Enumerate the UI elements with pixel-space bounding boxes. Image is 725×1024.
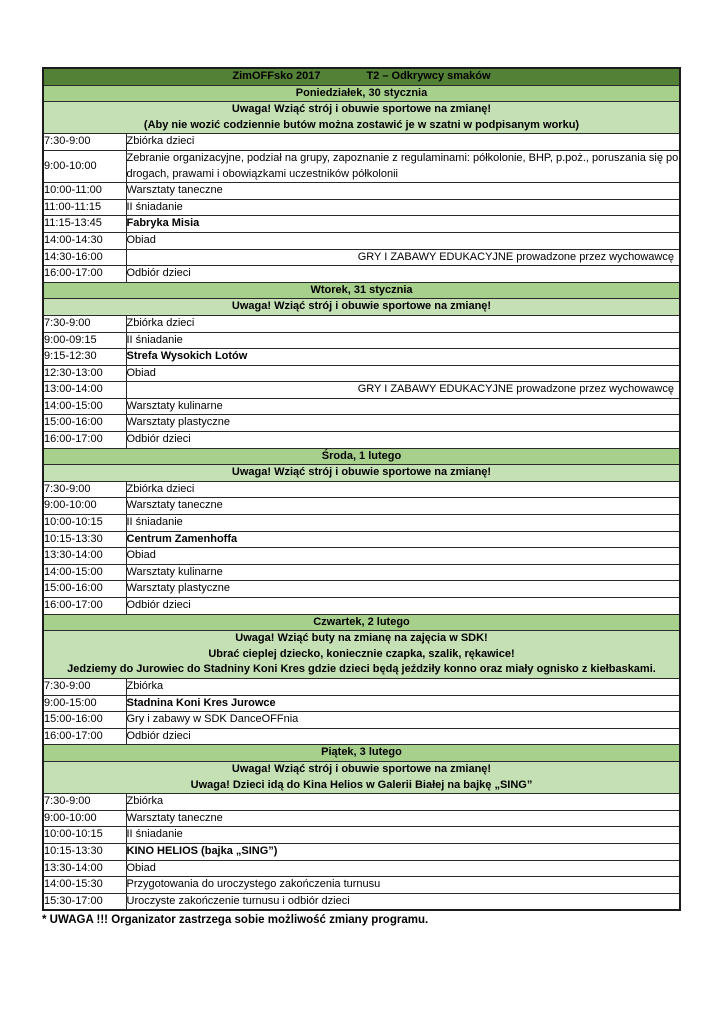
schedule-title-group: T2 – Odkrywcy smaków [366, 70, 491, 82]
activity-cell: Odbiór dzieci [126, 266, 680, 283]
activity-cell: Odbiór dzieci [126, 598, 680, 615]
activity-cell: Warsztaty plastyczne [126, 581, 680, 598]
activity-row [43, 598, 680, 615]
day-note-row [43, 102, 680, 134]
time-cell: 13:30-14:00 [43, 860, 126, 877]
activity-cell: Obiad [126, 365, 680, 382]
note-line: (Aby nie wozić codziennie butów można zostawić je w szatni w podpisanym worku) [143, 118, 580, 131]
activity-cell: Warsztaty taneczne [126, 498, 680, 515]
activity-cell: GRY I ZABAWY EDUKACYJNE prowadzone przez wychowawcę [126, 382, 680, 399]
time-cell: 9:00-10:00 [43, 150, 126, 182]
activity-cell: Strefa Wysokich Lotów [126, 349, 680, 366]
activity-cell: Odbiór dzieci [126, 728, 680, 745]
activity-row [43, 564, 680, 581]
activity-cell: Uroczyste zakończenie turnusu i odbiór dzieci [126, 893, 680, 910]
time-cell: 9:00-09:15 [43, 332, 126, 349]
day-header-row [43, 85, 680, 102]
activity-row [43, 794, 680, 811]
note-line: Uwaga! Wziąć strój i obuwie sportowe na zmianę! [231, 466, 492, 479]
day-header: Poniedziałek, 30 stycznia [43, 85, 680, 102]
activity-cell: Warsztaty taneczne [126, 183, 680, 200]
time-cell: 10:15-13:30 [43, 843, 126, 860]
day-header-row [43, 448, 680, 465]
time-cell: 7:30-9:00 [43, 678, 126, 695]
day-header-row [43, 282, 680, 299]
activity-row [43, 432, 680, 449]
time-cell: 10:15-13:30 [43, 531, 126, 548]
activity-row [43, 843, 680, 860]
program-change-disclaimer: * UWAGA !!! Organizator zastrzega sobie możliwość zmiany programu. [42, 914, 429, 926]
day-note-row [43, 631, 680, 679]
time-cell: 13:00-14:00 [43, 382, 126, 399]
day-header-row [43, 745, 680, 762]
time-cell: 14:00-15:00 [43, 564, 126, 581]
activity-row [43, 134, 680, 151]
time-cell: 13:30-14:00 [43, 548, 126, 565]
note-line: Uwaga! Wziąć strój i obuwie sportowe na zmianę! [231, 103, 492, 116]
time-cell: 10:00-11:00 [43, 183, 126, 200]
time-cell: 16:00-17:00 [43, 266, 126, 283]
activity-row [43, 398, 680, 415]
activity-cell: Przygotowania do uroczystego zakończenia turnusu [126, 877, 680, 894]
activity-cell: II śniadanie [126, 199, 680, 216]
activity-cell: KINO HELIOS (bajka „SING”) [126, 843, 680, 860]
activity-row [43, 877, 680, 894]
activity-cell: Odbiór dzieci [126, 432, 680, 449]
activity-row [43, 860, 680, 877]
time-cell: 16:00-17:00 [43, 432, 126, 449]
time-cell: 16:00-17:00 [43, 728, 126, 745]
activity-cell: Warsztaty kulinarne [126, 564, 680, 581]
schedule-title-program: ZimOFFsko 2017 [232, 70, 321, 82]
time-cell: 16:00-17:00 [43, 598, 126, 615]
activity-cell: II śniadanie [126, 827, 680, 844]
day-notes [43, 299, 680, 316]
note-line: Uwaga! Dzieci idą do Kina Helios w Galerii Białej na bajkę „SING” [190, 778, 533, 791]
activity-cell: Stadnina Koni Kres Jurowce [126, 695, 680, 712]
activity-cell: II śniadanie [126, 332, 680, 349]
day-note-row [43, 761, 680, 793]
activity-cell: Obiad [126, 548, 680, 565]
activity-row [43, 728, 680, 745]
note-line: Uwaga! Wziąć strój i obuwie sportowe na zmianę! [231, 300, 492, 313]
activity-row [43, 810, 680, 827]
activity-cell: Centrum Zamenhoffa [126, 531, 680, 548]
schedule-table-body [43, 68, 680, 910]
schedule-title [43, 68, 680, 85]
activity-cell: Warsztaty plastyczne [126, 415, 680, 432]
time-cell: 9:00-10:00 [43, 810, 126, 827]
time-cell: 9:15-12:30 [43, 349, 126, 366]
activity-cell: Obiad [126, 860, 680, 877]
time-cell: 15:00-16:00 [43, 415, 126, 432]
day-notes [43, 102, 680, 134]
activity-row [43, 893, 680, 910]
activity-row [43, 332, 680, 349]
activity-row [43, 415, 680, 432]
note-line: Uwaga! Wziąć strój i obuwie sportowe na zmianę! [231, 762, 492, 775]
time-cell: 15:30-17:00 [43, 893, 126, 910]
day-notes [43, 631, 680, 679]
day-header: Wtorek, 31 stycznia [43, 282, 680, 299]
activity-row [43, 382, 680, 399]
activity-cell: Obiad [126, 232, 680, 249]
activity-cell: Warsztaty kulinarne [126, 398, 680, 415]
activity-row [43, 515, 680, 532]
time-cell: 9:00-15:00 [43, 695, 126, 712]
time-cell: 15:00-16:00 [43, 581, 126, 598]
time-cell: 14:00-15:00 [43, 398, 126, 415]
activity-row [43, 199, 680, 216]
activity-row [43, 498, 680, 515]
activity-cell: Zbiórka dzieci [126, 134, 680, 151]
activity-cell: Zebranie organizacyjne, podział na grupy, zapoznanie z regulaminami: półkolonie, BHP, p.poż., poruszania się po drogach, prawami i obowiązkami uczestników półkolonii [126, 150, 680, 182]
time-cell: 15:00-16:00 [43, 712, 126, 729]
activity-row [43, 150, 680, 182]
activity-cell: Fabryka Misia [126, 216, 680, 233]
activity-cell: Zbiórka dzieci [126, 481, 680, 498]
schedule-table [42, 67, 681, 911]
time-cell: 7:30-9:00 [43, 315, 126, 332]
activity-row [43, 481, 680, 498]
activity-row [43, 712, 680, 729]
activity-row [43, 695, 680, 712]
activity-row [43, 266, 680, 283]
day-header-row [43, 614, 680, 631]
activity-row [43, 827, 680, 844]
activity-cell: Gry i zabawy w SDK DanceOFFnia [126, 712, 680, 729]
activity-cell: Warsztaty taneczne [126, 810, 680, 827]
day-note-row [43, 299, 680, 316]
activity-row [43, 678, 680, 695]
day-header: Środa, 1 lutego [43, 448, 680, 465]
note-line: Uwaga! Wziąć buty na zmianę na zajęcia w SDK! [235, 632, 488, 645]
day-notes [43, 761, 680, 793]
day-notes [43, 465, 680, 482]
title-row [43, 68, 680, 85]
day-header: Czwartek, 2 lutego [43, 614, 680, 631]
time-cell: 11:00-11:15 [43, 199, 126, 216]
time-cell: 7:30-9:00 [43, 134, 126, 151]
activity-row [43, 183, 680, 200]
activity-row [43, 548, 680, 565]
activity-row [43, 216, 680, 233]
day-note-row [43, 465, 680, 482]
time-cell: 14:30-16:00 [43, 249, 126, 266]
time-cell: 14:00-14:30 [43, 232, 126, 249]
activity-cell: Zbiórka dzieci [126, 315, 680, 332]
time-cell: 10:00-10:15 [43, 515, 126, 532]
activity-row [43, 249, 680, 266]
activity-cell: Zbiórka [126, 794, 680, 811]
activity-row [43, 232, 680, 249]
activity-row [43, 581, 680, 598]
activity-row [43, 531, 680, 548]
note-line: Ubrać cieplej dziecko, koniecznie czapka, szalik, rękawice! [208, 647, 515, 660]
activity-row [43, 349, 680, 366]
activity-cell: GRY I ZABAWY EDUKACYJNE prowadzone przez wychowawcę [126, 249, 680, 266]
activity-cell: II śniadanie [126, 515, 680, 532]
activity-row [43, 365, 680, 382]
note-line: Jedziemy do Jurowiec do Stadniny Koni Kres gdzie dzieci będą jeździły konno oraz miały ognisko z kiełbaskami. [67, 663, 656, 676]
time-cell: 11:15-13:45 [43, 216, 126, 233]
activity-row [43, 315, 680, 332]
time-cell: 9:00-10:00 [43, 498, 126, 515]
time-cell: 14:00-15:30 [43, 877, 126, 894]
activity-cell: Zbiórka [126, 678, 680, 695]
day-header: Piątek, 3 lutego [43, 745, 680, 762]
time-cell: 12:30-13:00 [43, 365, 126, 382]
time-cell: 10:00-10:15 [43, 827, 126, 844]
time-cell: 7:30-9:00 [43, 481, 126, 498]
time-cell: 7:30-9:00 [43, 794, 126, 811]
